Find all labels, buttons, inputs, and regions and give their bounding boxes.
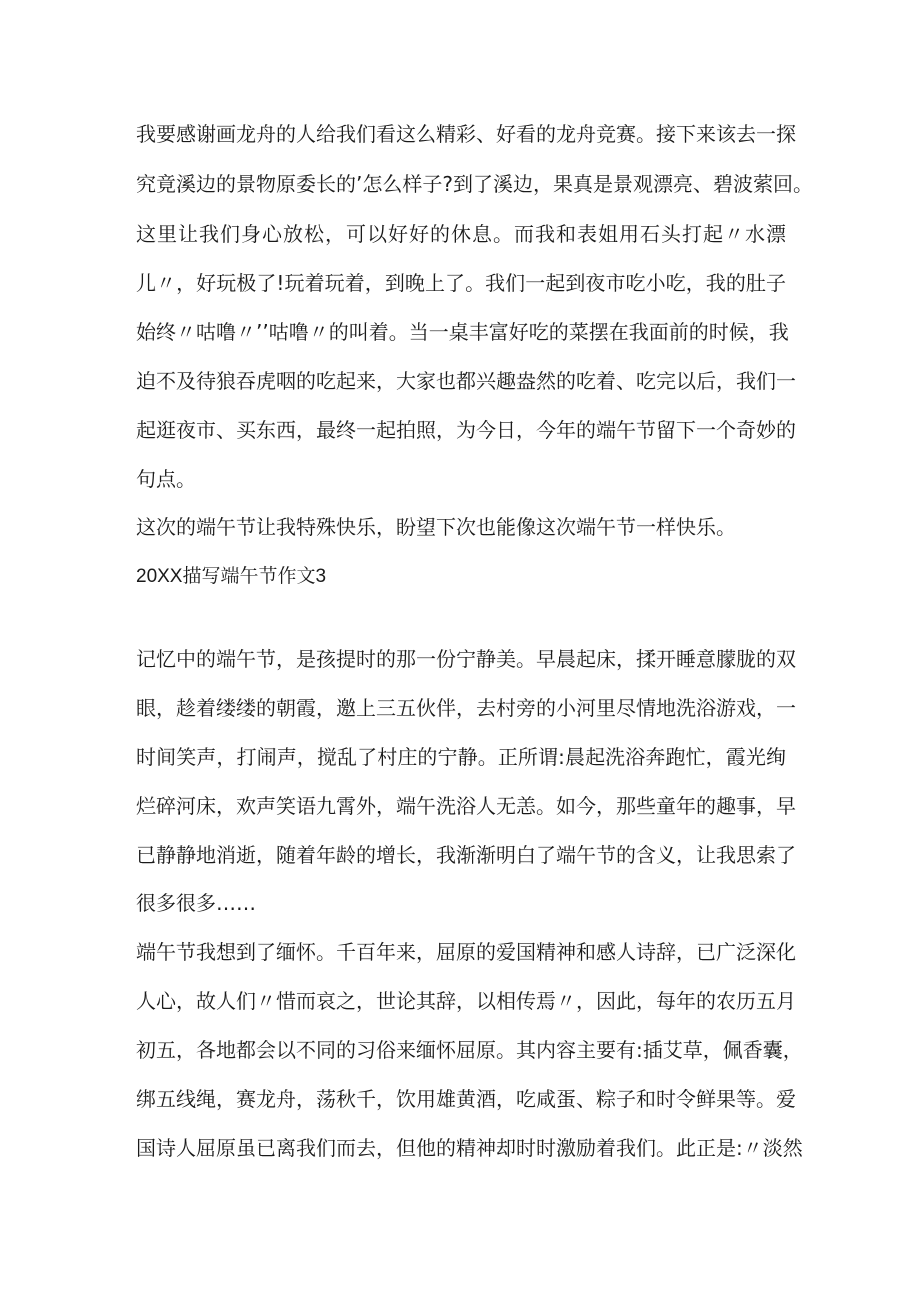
paragraph-3-line: 眼，趁着缕缕的朝霞，邀上三五伙伴，去村旁的小河里尽情地洗浴游戏，一 bbox=[136, 696, 796, 720]
paragraph-3-line: 已静静地消逝，随着年龄的增长，我渐渐明白了端午节的含义，让我思索了 bbox=[136, 843, 796, 867]
paragraph-4-line: 绑五线绳，赛龙舟，荡秋千，饮用雄黄酒，吃咸蛋、粽子和时令鲜果等。爱 bbox=[136, 1087, 796, 1111]
paragraph-4-line: 国诗人屈原虽已离我们而去，但他的精神却时时激励着我们。此正是:〃淡然 bbox=[136, 1136, 803, 1160]
paragraph-1-line: 究竟溪边的景物原委长的’怎么样子?到了溪边，果真是景观漂亮、碧波萦回。 bbox=[136, 172, 813, 196]
paragraph-3-line: 记忆中的端午节，是孩提时的那一份宁静美。早晨起床，揉开睡意朦胧的双 bbox=[136, 647, 796, 671]
paragraph-3-line: 很多很多…… bbox=[136, 891, 256, 915]
paragraph-1-line: 迫不及待狼吞虎咽的吃起来，大家也都兴趣盎然的吃着、吃完以后，我们一 bbox=[136, 369, 796, 393]
section-heading: 20XX描写端午节作文3 bbox=[136, 566, 327, 587]
paragraph-1-line: 始终〃咕噜〃’’咕噜〃的叫着。当一桌丰富好吃的菜摆在我面前的时候，我 bbox=[136, 320, 789, 344]
paragraph-1-line: 这里让我们身心放松，可以好好的休息。而我和表姐用石头打起〃水漂 bbox=[136, 222, 786, 246]
paragraph-4-line: 端午节我想到了缅怀。千百年来，屈原的爱国精神和感人诗辞，已广泛深化 bbox=[136, 940, 796, 964]
paragraph-4-line: 初五，各地都会以不同的习俗来缅怀屈原。其内容主要有:插艾草，佩香囊， bbox=[136, 1038, 803, 1062]
paragraph-1-line: 句点。 bbox=[136, 467, 196, 491]
paragraph-1-line: 儿〃，好玩极了!玩着玩着，到晚上了。我们一起到夜市吃小吃，我的肚子 bbox=[136, 271, 786, 295]
paragraph-3-line: 时间笑声，打闹声，搅乱了村庄的宁静。正所谓:晨起洗浴奔跑忙，霞光绚 bbox=[136, 745, 786, 769]
paragraph-4-line: 人心，故人们〃惜而哀之，世论其辞，以相传焉〃，因此，每年的农历五月 bbox=[136, 989, 796, 1013]
paragraph-2: 这次的端午节让我特殊快乐，盼望下次也能像这次端午节一样快乐。 bbox=[136, 515, 736, 539]
paragraph-1-line: 起逛夜市、买东西，最终一起拍照，为今日，今年的端午节留下一个奇妙的 bbox=[136, 418, 796, 442]
paragraph-1-line: 我要感谢画龙舟的人给我们看这么精彩、好看的龙舟竞赛。接下来该去一探 bbox=[136, 122, 796, 146]
paragraph-3-line: 烂碎河床，欢声笑语九霄外，端午洗浴人无恙。如今，那些童年的趣事，早 bbox=[136, 794, 796, 818]
